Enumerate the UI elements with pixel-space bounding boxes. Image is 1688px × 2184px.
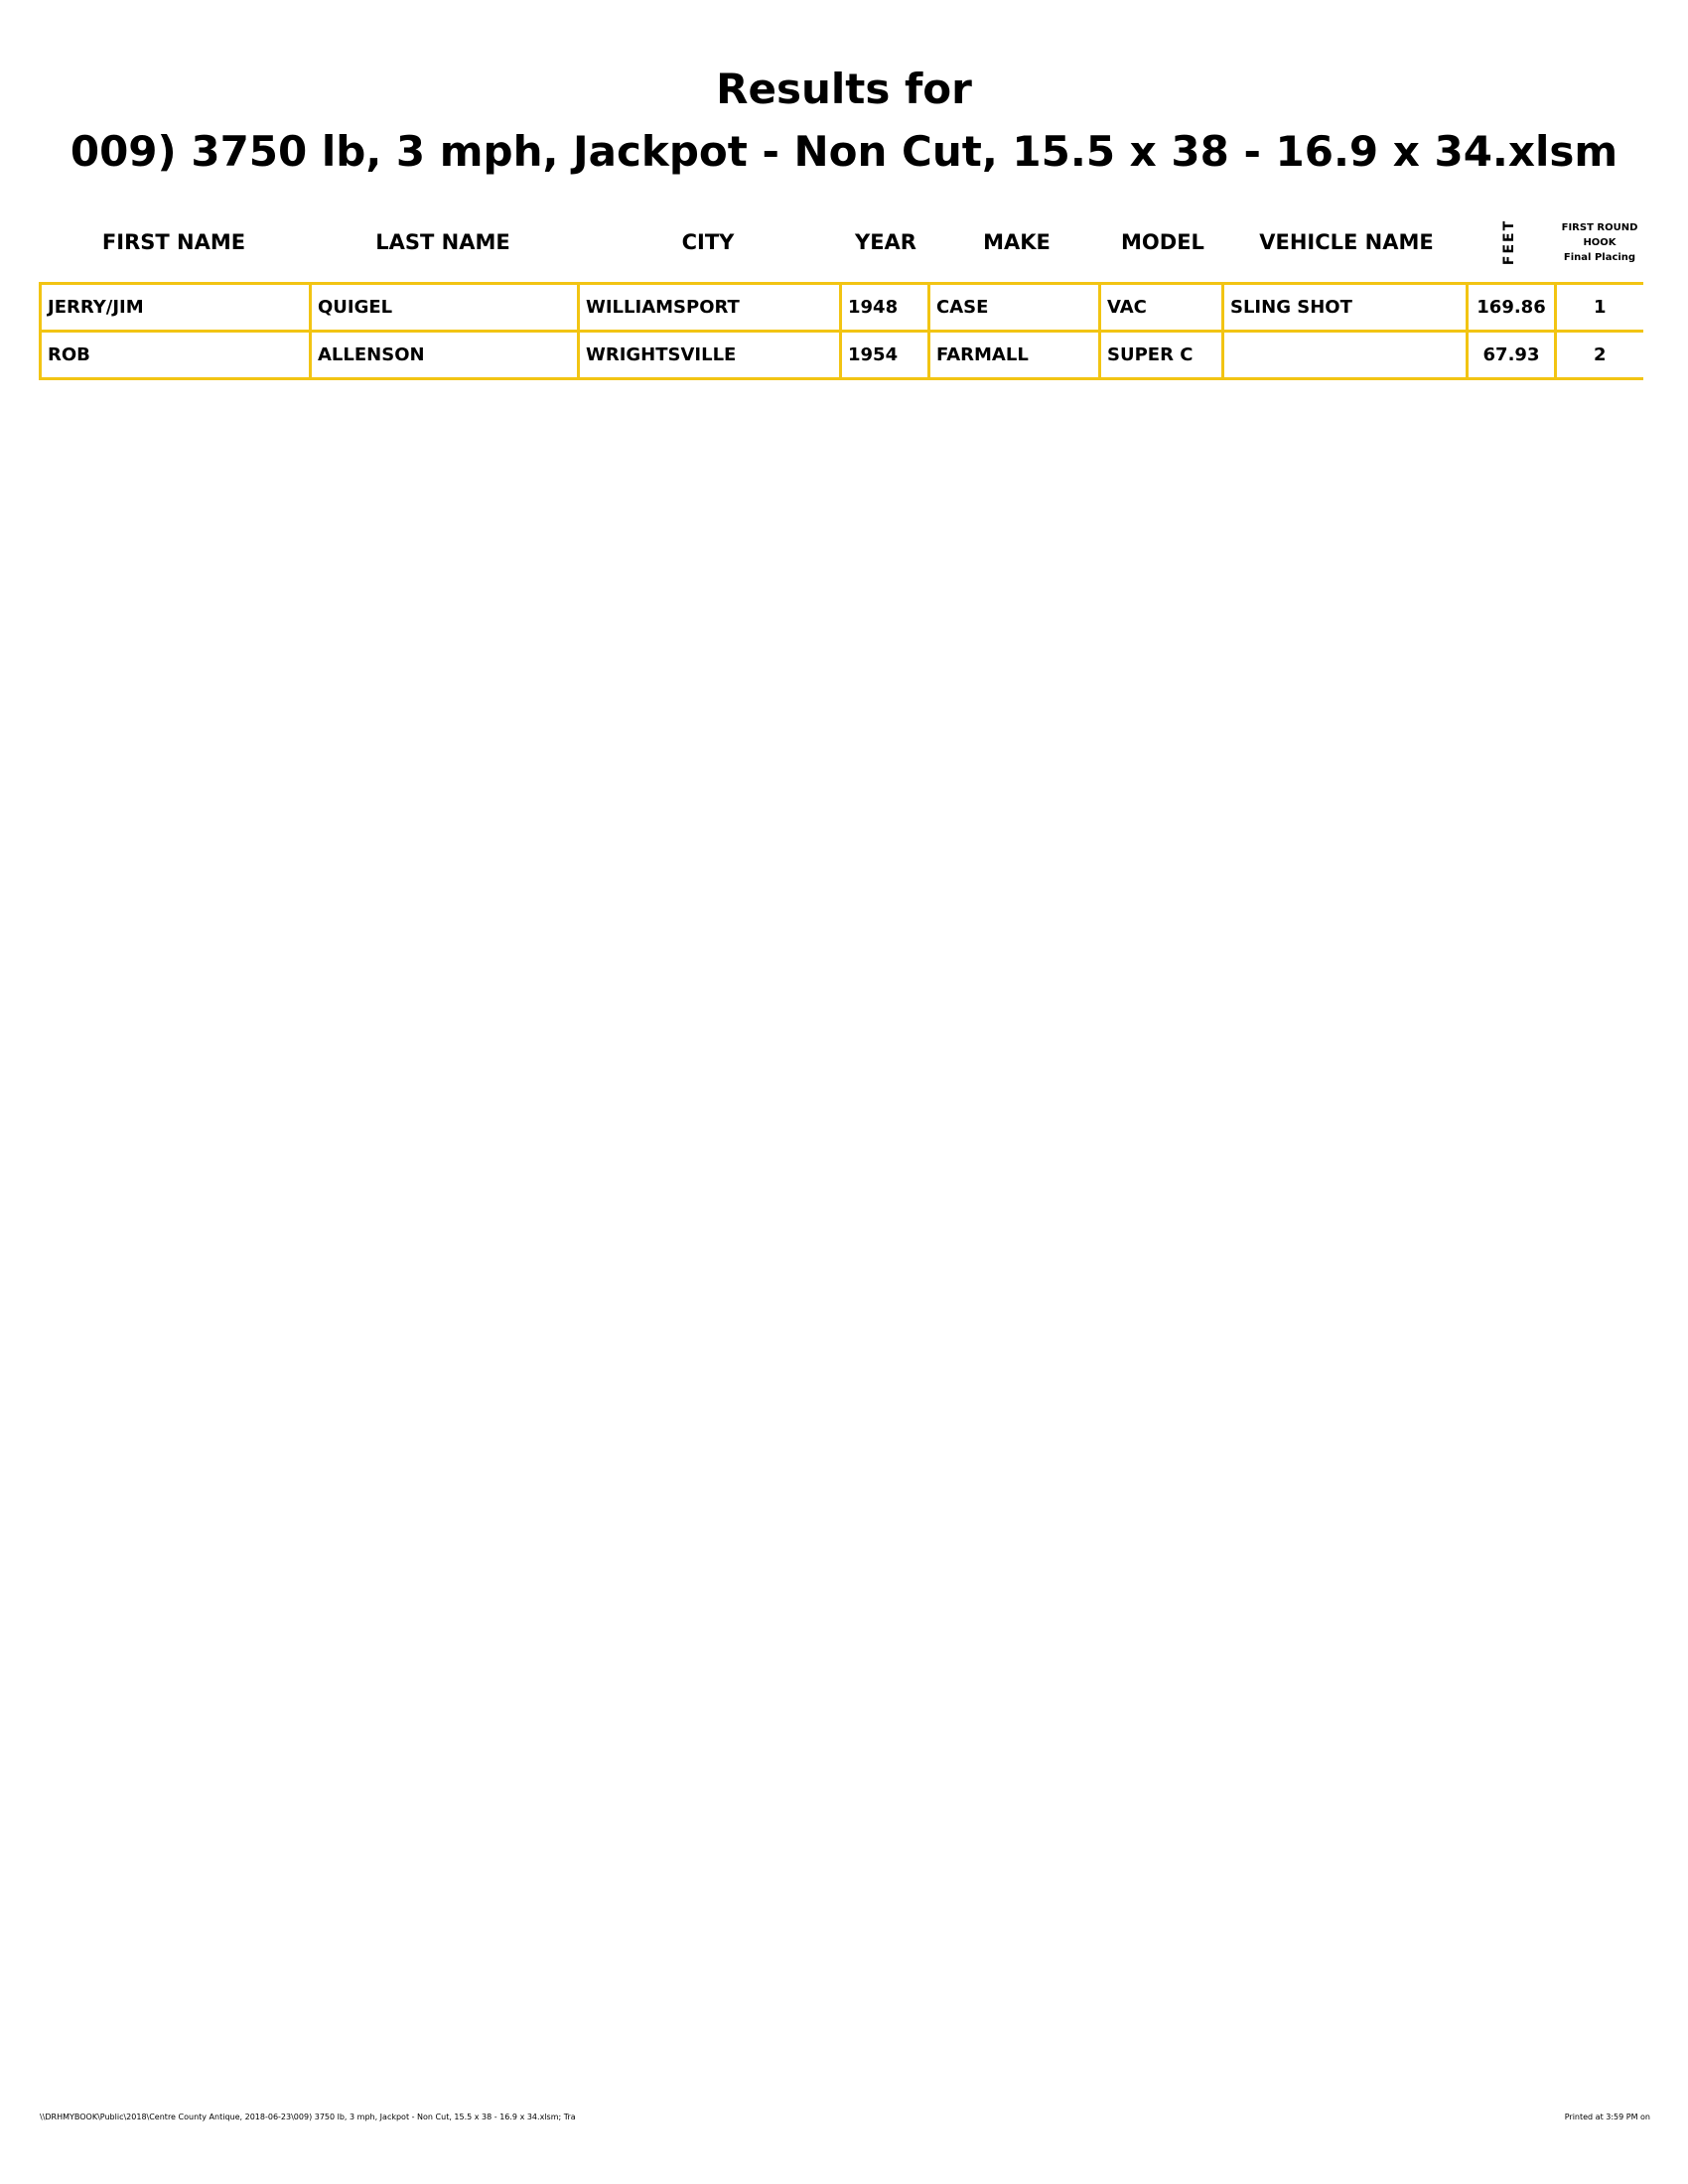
- cell-last-name: QUIGEL: [311, 284, 579, 332]
- table-row: [41, 332, 1643, 379]
- cell-make: FARMALL: [929, 332, 1100, 379]
- cell-city: WILLIAMSPORT: [579, 284, 841, 332]
- header-feet: [1494, 216, 1524, 268]
- cell-feet: 169.86: [1468, 284, 1556, 332]
- cell-model: VAC: [1100, 284, 1223, 332]
- header-year: YEAR: [855, 230, 916, 254]
- header-city: CITY: [681, 230, 735, 254]
- cell-feet: 67.93: [1468, 332, 1556, 379]
- page-title: Results for: [716, 65, 972, 113]
- header-model: MODEL: [1121, 230, 1204, 254]
- cell-city: WRIGHTSVILLE: [579, 332, 841, 379]
- cell-first-name: JERRY/JIM: [41, 284, 311, 332]
- results-table: [39, 282, 1643, 380]
- footer-printed: Printed at 3:59 PM on: [1564, 2113, 1650, 2121]
- cell-first-name: ROB: [41, 332, 311, 379]
- cell-vehicle-name: [1223, 332, 1468, 379]
- footer-file-path: \\DRHMYBOOK\Public\2018\Centre County Antique, 2018-06-23\009) 3750 lb, 3 mph, Jackpot - Non Cut, 15.5 x 38 - 16.9 x 34.xlsm; Tra: [40, 2113, 576, 2121]
- header-placing-line1: FIRST ROUND: [1561, 221, 1638, 233]
- header-last-name: LAST NAME: [375, 230, 510, 254]
- header-placing-line3: Final Placing: [1563, 251, 1636, 263]
- table-row: [41, 284, 1643, 332]
- cell-vehicle-name: SLING SHOT: [1223, 284, 1468, 332]
- cell-make: CASE: [929, 284, 1100, 332]
- cell-model: SUPER C: [1100, 332, 1223, 379]
- header-feet-label: FEET: [1501, 218, 1517, 266]
- header-placing-line2: HOOK: [1583, 236, 1617, 248]
- event-title: 009) 3750 lb, 3 mph, Jackpot - Non Cut, 15.5 x 38 - 16.9 x 34.xlsm: [70, 127, 1618, 176]
- header-make: MAKE: [983, 230, 1051, 254]
- header-first-name: FIRST NAME: [101, 230, 246, 254]
- cell-year: 1954: [841, 332, 929, 379]
- cell-placing: 2: [1556, 332, 1643, 379]
- header-vehicle-name: VEHICLE NAME: [1259, 230, 1434, 254]
- header-placing: [1555, 214, 1644, 270]
- cell-placing: 1: [1556, 284, 1643, 332]
- cell-last-name: ALLENSON: [311, 332, 579, 379]
- cell-year: 1948: [841, 284, 929, 332]
